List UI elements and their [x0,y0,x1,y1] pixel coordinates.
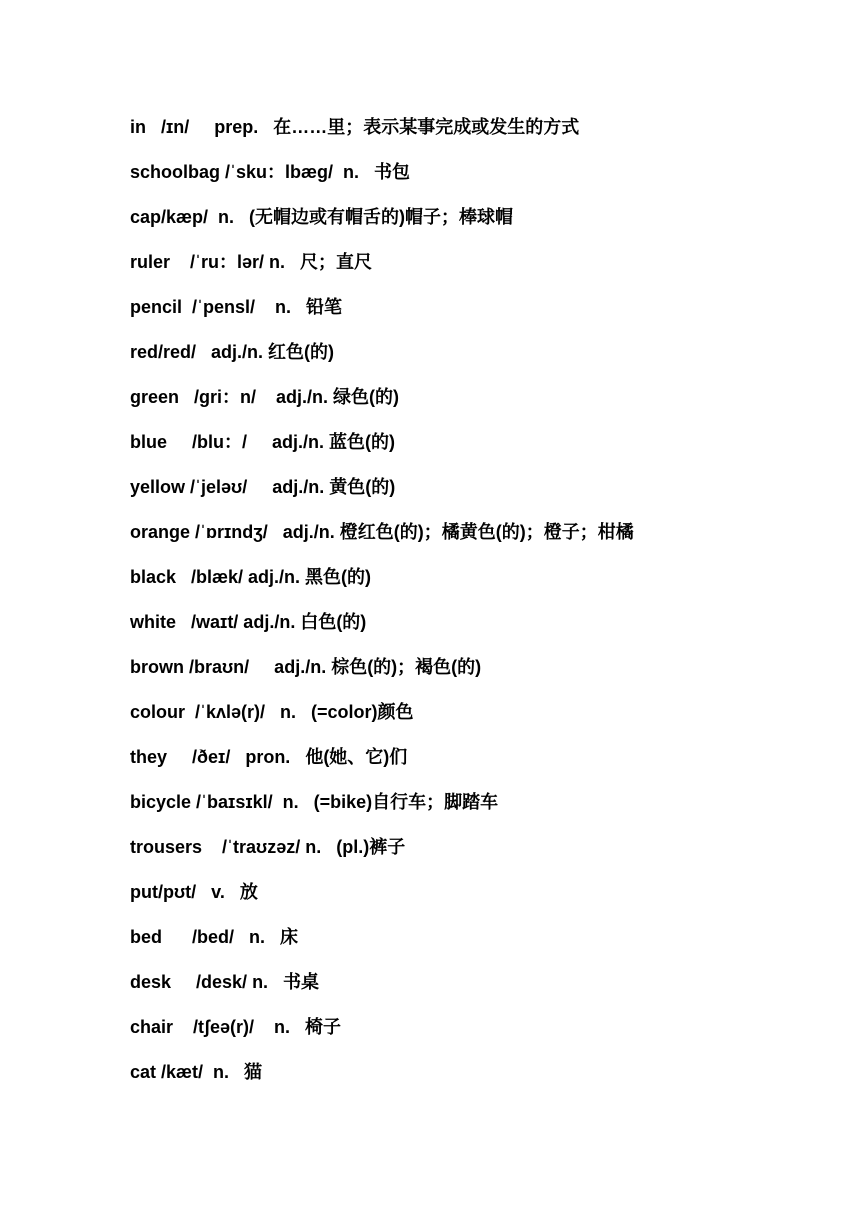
vocab-entry-yellow: yellow /ˈjeləʊ/ adj./n. 黄色(的) [130,477,396,497]
vocab-entry-bed: bed /bed/ n. 床 [130,927,299,947]
vocab-entry-cat: cat /kæt/ n. 猫 [130,1062,263,1082]
vocab-entry-bicycle: bicycle /ˈbaɪsɪkl/ n. (=bike)自行车；脚踏车 [130,792,499,812]
vocab-entry-colour: colour /ˈkʌlə(r)/ n. (=color)颜色 [130,702,414,722]
vocab-entry-green: green /ɡri：n/ adj./n. 绿色(的) [130,387,400,407]
vocab-entry-white: white /waɪt/ adj./n. 白色(的) [130,612,367,632]
vocab-entry-they: they /ðeɪ/ pron. 他(她、它)们 [130,747,408,767]
vocab-entry-blue: blue /blu：/ adj./n. 蓝色(的) [130,432,395,452]
vocab-entry-trousers: trousers /ˈtraʊzəz/ n. (pl.)裤子 [130,837,406,857]
vocab-entry-orange: orange /ˈɒrɪndʒ/ adj./n. 橙红色(的)；橘黄色(的)；橙子；柑橘 [130,522,634,542]
vocab-entry-black: black /blæk/ adj./n. 黑色(的) [130,567,372,587]
vocab-entry-schoolbag: schoolbag /ˈsku：lbæg/ n. 书包 [130,162,411,182]
vocab-entry-desk: desk /desk/ n. 书桌 [130,972,320,992]
vocab-entry-red: red/red/ adj./n. 红色(的) [130,342,335,362]
vocab-entry-chair: chair /tʃeə(r)/ n. 椅子 [130,1017,342,1037]
vocab-entry-in: in /ɪn/ prep. 在……里；表示某事完成或发生的方式 [130,117,580,137]
vocabulary-list [130,113,634,1103]
vocab-entry-pencil: pencil /ˈpensl/ n. 铅笔 [130,297,343,317]
vocab-entry-put: put/pʊt/ v. 放 [130,882,258,902]
vocab-entry-cap: cap/kæp/ n. (无帽边或有帽舌的)帽子；棒球帽 [130,207,514,227]
vocab-entry-ruler: ruler /ˈru：lər/ n. 尺；直尺 [130,252,373,272]
vocab-entry-brown: brown /braʊn/ adj./n. 棕色(的)；褐色(的) [130,657,482,677]
